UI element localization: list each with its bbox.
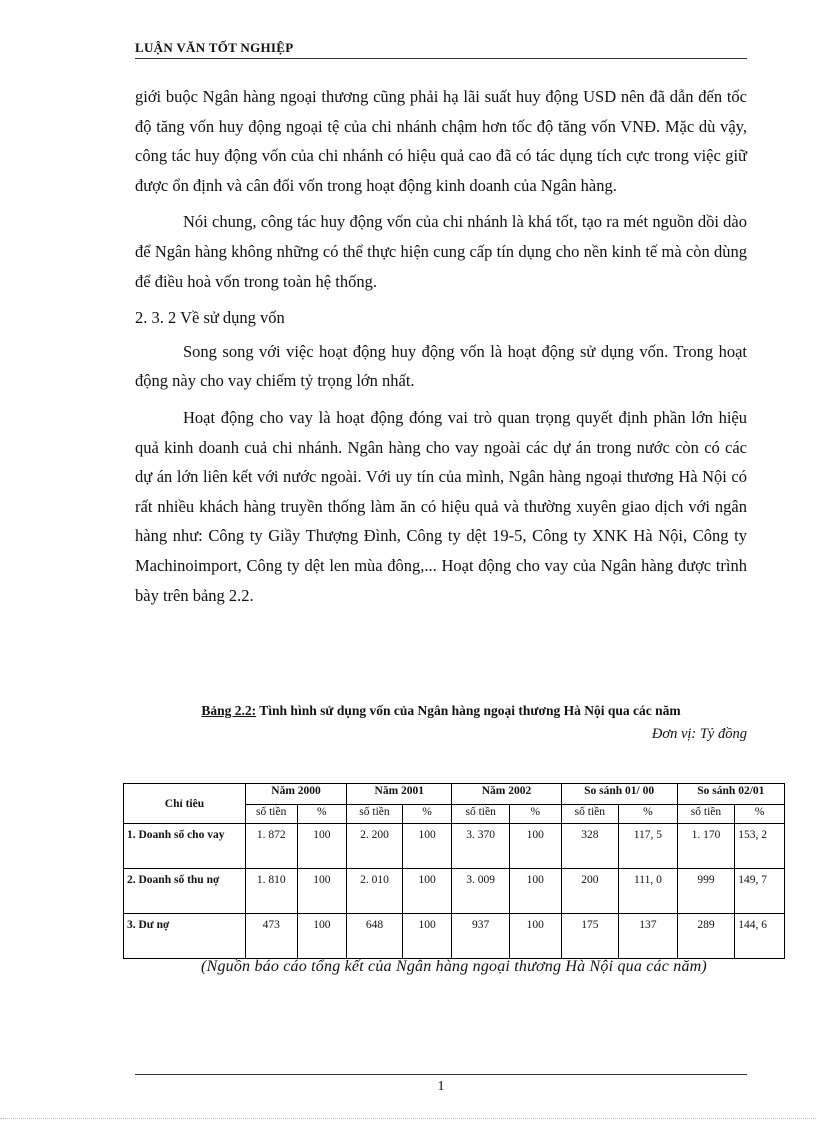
paragraph: Song song với việc hoạt động huy động vốn là hoạt động sử dụng vốn. Trong hoạt động này cho vay chiếm tỷ trọng lớn nhất. bbox=[135, 341, 747, 391]
row-label: 1. Doanh số cho vay bbox=[124, 824, 246, 869]
table-caption-text: Tình hình sử dụng vốn của Ngân hàng ngoại thương Hà Nội qua các năm bbox=[256, 703, 681, 718]
table-cell: 648 bbox=[347, 914, 403, 959]
table-cell: 111, 0 bbox=[619, 869, 678, 914]
table-caption bbox=[135, 703, 747, 719]
subheader-percent: % bbox=[402, 805, 452, 824]
table-cell: 153, 2 bbox=[735, 824, 785, 869]
row-label: 2. Doanh số thu nợ bbox=[124, 869, 246, 914]
table-cell: 1. 170 bbox=[677, 824, 735, 869]
table-cell: 1. 872 bbox=[245, 824, 297, 869]
table-cell: 100 bbox=[402, 824, 452, 869]
subheader-percent: % bbox=[619, 805, 678, 824]
table-cell: 100 bbox=[509, 869, 561, 914]
table-cell: 3. 009 bbox=[452, 869, 510, 914]
col-header-2000: Năm 2000 bbox=[245, 784, 346, 805]
body-text bbox=[135, 82, 747, 617]
subheader-money: số tiền bbox=[677, 805, 735, 824]
table-cell: 328 bbox=[561, 824, 619, 869]
table-source-note: (Nguồn báo cáo tổng kết của Ngân hàng ngoại thương Hà Nội qua các năm) bbox=[201, 958, 707, 975]
subheader-percent: % bbox=[509, 805, 561, 824]
table-cell: 289 bbox=[677, 914, 735, 959]
usage-table bbox=[123, 783, 785, 959]
table-cell: 100 bbox=[402, 869, 452, 914]
subheader-money: số tiền bbox=[245, 805, 297, 824]
table-cell: 100 bbox=[297, 869, 347, 914]
subheader-money: số tiền bbox=[561, 805, 619, 824]
paragraph: Hoạt động cho vay là hoạt động đóng vai trò quan trọng quyết định phần lớn hiệu quả kinh doanh cuả chi nhánh. Ngân hàng cho vay ngoài các dự án trong nước còn có các dự án lớn liên kết với nước ngoài. Với uy tín của mình, Ngân hàng ngoại thương Hà Nội có rất nhiều khách hàng truyền thống làm ăn có hiệu quả và thường xuyên giao dịch với ngân hàng như: Công ty Giầy Thượng Đình, Công ty dệt 19-5, Công ty XNK Hà Nội, Công ty Machinoimport, Công ty dệt len mùa đông,... Hoạt động cho vay của Ngân hàng được trình bày trên bảng 2.2. bbox=[135, 407, 747, 605]
table-cell: 473 bbox=[245, 914, 297, 959]
col-header-indicator: Chỉ tiêu bbox=[124, 784, 246, 824]
table-cell: 137 bbox=[619, 914, 678, 959]
table-row bbox=[124, 824, 785, 869]
col-header-2002: Năm 2002 bbox=[452, 784, 561, 805]
table-cell: 3. 370 bbox=[452, 824, 510, 869]
table-cell: 100 bbox=[509, 824, 561, 869]
table-cell: 100 bbox=[297, 824, 347, 869]
table-cell: 999 bbox=[677, 869, 735, 914]
subheader-money: số tiền bbox=[452, 805, 510, 824]
page-number: 1 bbox=[437, 1079, 445, 1094]
table-cell: 100 bbox=[509, 914, 561, 959]
page-header: LUẬN VĂN TỐT NGHIỆP bbox=[135, 40, 747, 59]
table-cell: 1. 810 bbox=[245, 869, 297, 914]
section-heading: 2. 3. 2 Về sử dụng vốn bbox=[135, 308, 285, 328]
subheader-percent: % bbox=[735, 805, 785, 824]
table-cell: 100 bbox=[402, 914, 452, 959]
table-unit: Đơn vị: Tỷ đồng bbox=[651, 726, 747, 742]
subheader-percent: % bbox=[297, 805, 347, 824]
table-cell: 100 bbox=[297, 914, 347, 959]
paragraph: giới buộc Ngân hàng ngoại thương cũng phải hạ lãi suất huy động USD nên đã dẫn đến tốc độ tăng vốn huy động ngoại tệ của chi nhánh chậm hơn tốc độ tăng vốn VNĐ. Mặc dù vậy, công tác huy động vốn của chi nhánh có hiệu quả cao đã có tác dụng tích cực trong việc giữ được ổn định và cân đối vốn trong hoạt động kinh doanh của Ngân hàng. bbox=[135, 87, 747, 195]
page-edge-divider bbox=[0, 1118, 816, 1119]
table-cell: 2. 010 bbox=[347, 869, 403, 914]
col-header-compare-02-01: So sánh 02/01 bbox=[677, 784, 784, 805]
table-cell: 2. 200 bbox=[347, 824, 403, 869]
table-cell: 200 bbox=[561, 869, 619, 914]
footer-divider bbox=[135, 1074, 747, 1075]
table-cell: 144, 6 bbox=[735, 914, 785, 959]
table-cell: 175 bbox=[561, 914, 619, 959]
table-cell: 117, 5 bbox=[619, 824, 678, 869]
table-header-row bbox=[124, 784, 785, 805]
row-label: 3. Dư nợ bbox=[124, 914, 246, 959]
table-caption-label: Bảng 2.2: bbox=[201, 703, 257, 718]
table-cell: 149, 7 bbox=[735, 869, 785, 914]
paragraph: Nói chung, công tác huy động vốn của chi nhánh là khá tốt, tạo ra mét nguồn dồi dào để Ngân hàng không những có thể thực hiện cung cấp tín dụng cho nền kinh tế mà còn dùng để điều hoà vốn trong toàn hệ thống. bbox=[135, 212, 747, 291]
table-row bbox=[124, 914, 785, 959]
subheader-money: số tiền bbox=[347, 805, 403, 824]
table-row bbox=[124, 869, 785, 914]
col-header-compare-01-00: So sánh 01/ 00 bbox=[561, 784, 677, 805]
col-header-2001: Năm 2001 bbox=[347, 784, 452, 805]
table-cell: 937 bbox=[452, 914, 510, 959]
